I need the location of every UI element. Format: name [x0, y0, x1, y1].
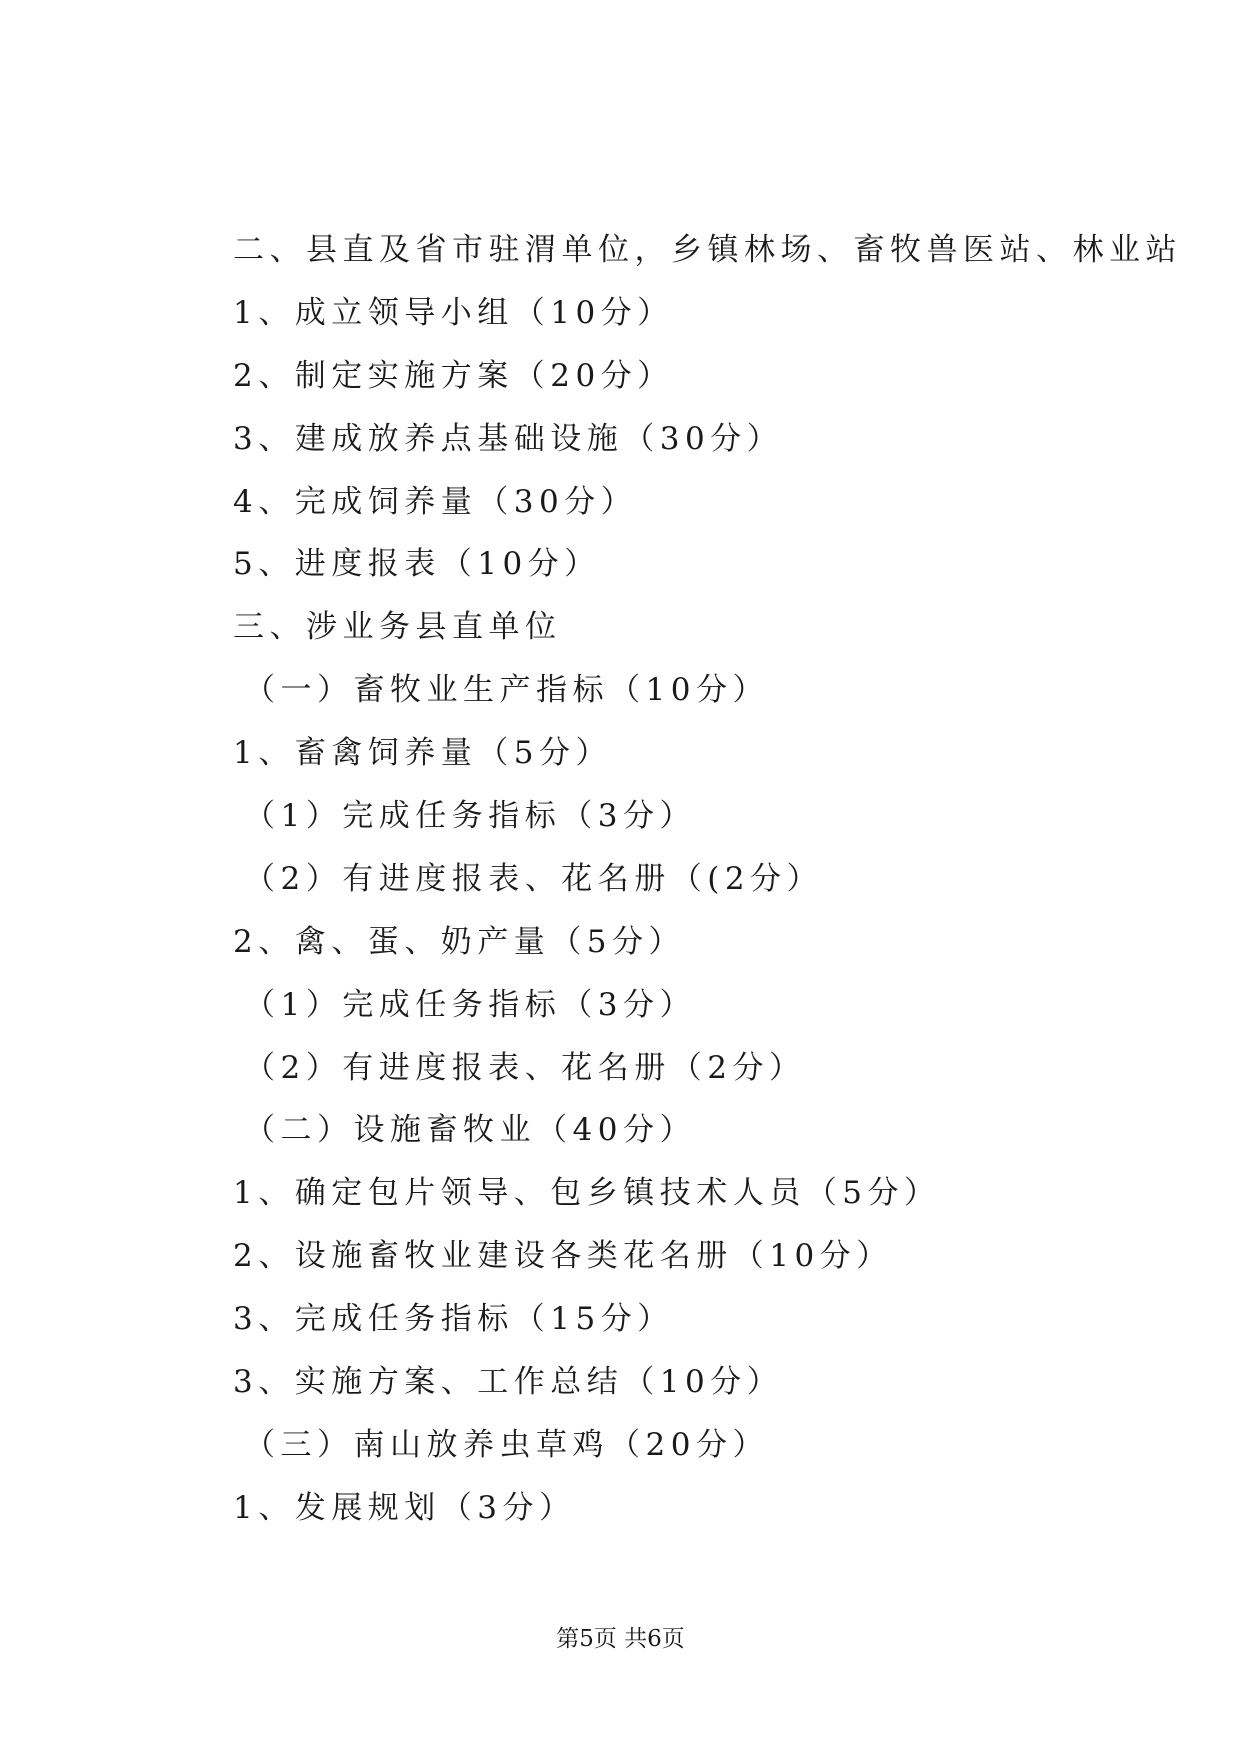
- subsection-heading: （三）南山放养虫草鸡（20分）: [244, 1426, 769, 1463]
- sub-list-item: （1）完成任务指标（3分）: [244, 986, 696, 1023]
- list-item: 3、实施方案、工作总结（10分）: [233, 1364, 784, 1401]
- sub-list-item: （2）有进度报表、花名册（(2分）: [244, 860, 824, 897]
- section-heading-county-units: 二、县直及省市驻渭单位，乡镇林场、畜牧兽医站、林业站: [233, 232, 1182, 268]
- list-item: 2、禽、蛋、奶产量（5分）: [233, 923, 685, 960]
- list-item: 1、成立领导小组（10分）: [233, 294, 674, 331]
- list-item: 3、建成放养点基础设施（30分）: [233, 420, 784, 457]
- list-item: 1、确定包片领导、包乡镇技术人员（5分）: [233, 1175, 941, 1212]
- document-body: [0, 219, 1241, 1540]
- list-item: 1、发展规划（3分）: [233, 1489, 576, 1526]
- list-item: 2、设施畜牧业建设各类花名册（10分）: [233, 1238, 893, 1275]
- list-item: 1、畜禽饲养量（5分）: [233, 735, 612, 772]
- sub-list-item: （2）有进度报表、花名册（2分）: [244, 1049, 806, 1086]
- sub-list-item: （1）完成任务指标（3分）: [244, 798, 696, 835]
- page-footer: [0, 1624, 1241, 1654]
- subsection-heading: （一）畜牧业生产指标（10分）: [244, 672, 769, 709]
- list-item: 3、完成任务指标（15分）: [233, 1301, 674, 1338]
- list-item: 4、完成饲养量（30分）: [233, 483, 638, 520]
- section-heading-business-units: 三、涉业务县直单位: [233, 609, 562, 646]
- list-item: 5、进度报表（10分）: [233, 546, 601, 583]
- subsection-heading: （二）设施畜牧业（40分）: [244, 1112, 696, 1149]
- page-number-label: 第5页 共6页: [556, 1626, 685, 1652]
- list-item: 2、制定实施方案（20分）: [233, 357, 674, 394]
